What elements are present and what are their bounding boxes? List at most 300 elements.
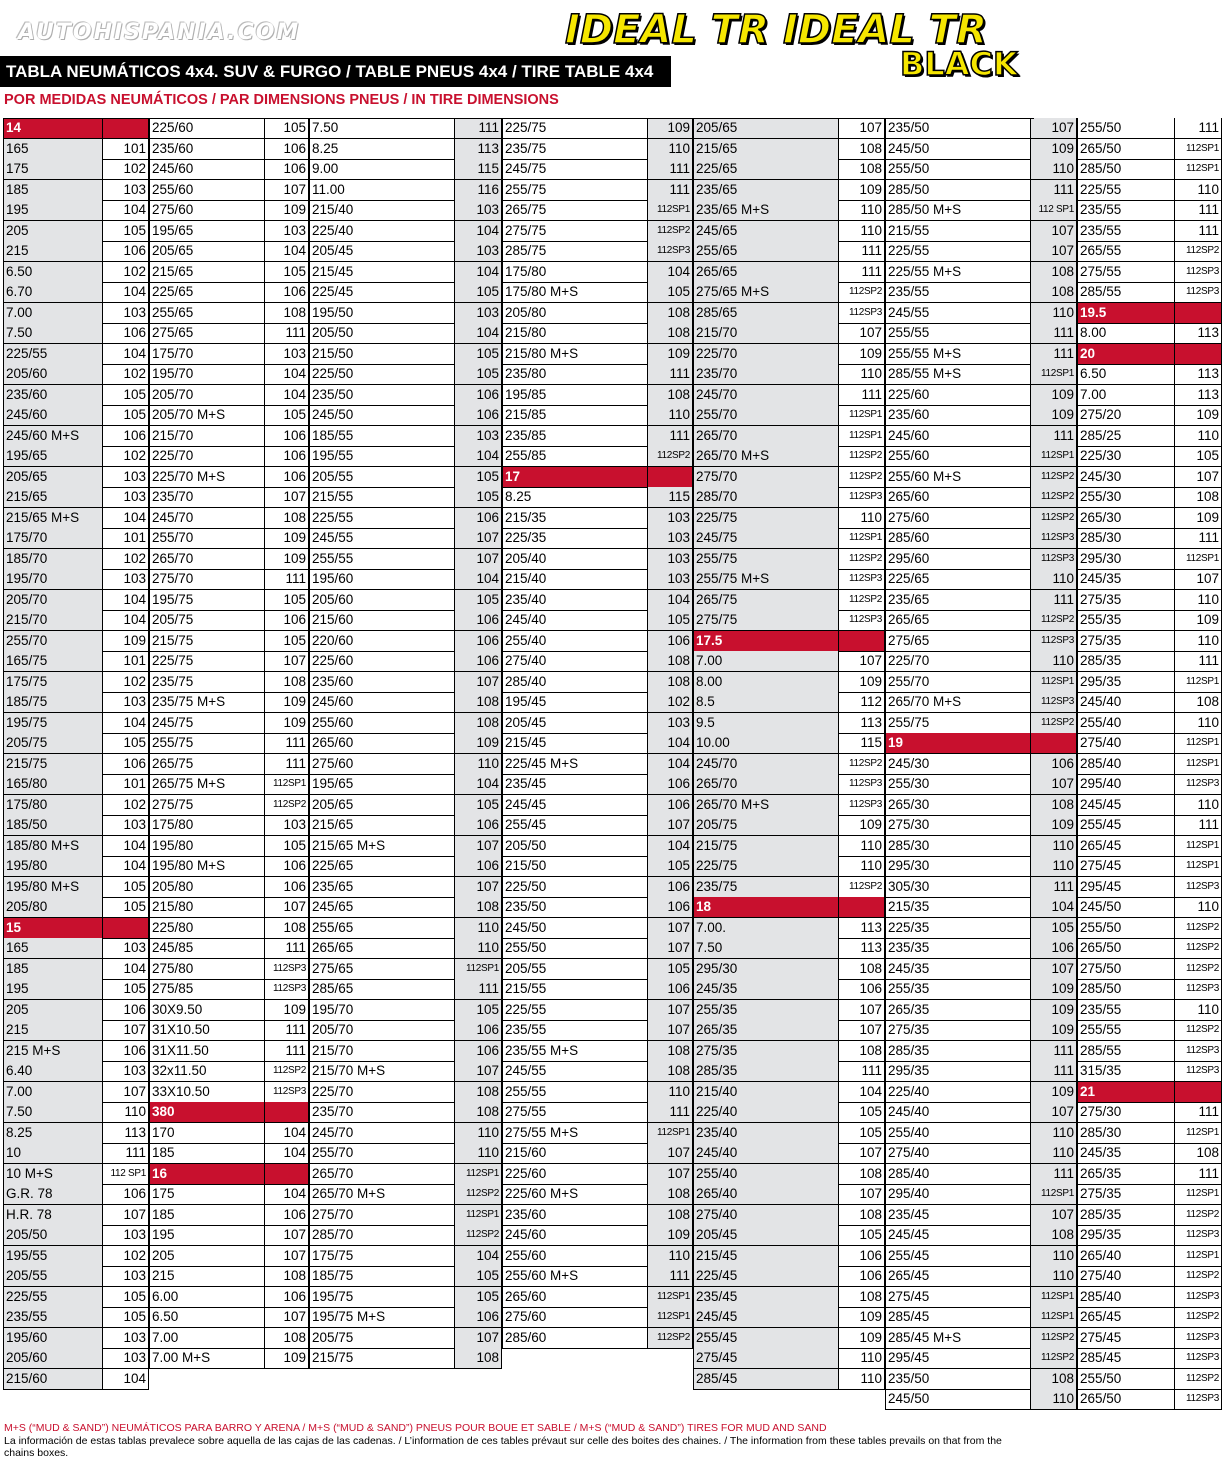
tire-size-cell: 215/65: [152, 263, 194, 279]
load-index-cell: 108: [283, 919, 306, 935]
tire-size-cell: 285/50: [888, 181, 930, 197]
rim-section-header: 380: [149, 1102, 309, 1123]
load-index-cell: 112SP1: [1185, 1188, 1219, 1199]
tire-size-cell: 205/45: [693, 1225, 838, 1246]
load-index-cell: 112SP2: [1030, 508, 1077, 529]
tire-size-cell: 7.00: [3, 303, 102, 324]
tire-size-cell: 225/35: [505, 530, 547, 545]
tire-size-cell: 195/75 M+S: [312, 1309, 386, 1324]
load-index-cell: 106: [1030, 754, 1077, 775]
black-logo-text: BLACK: [900, 45, 1018, 83]
tire-size-cell: 265/60: [312, 735, 354, 750]
load-index-cell: 107: [859, 1145, 882, 1160]
load-index-cell: 106: [454, 1041, 502, 1062]
tire-size-cell: 255/65: [693, 241, 838, 262]
load-index-cell: 107: [454, 1061, 502, 1082]
tire-size-cell: 195/85: [505, 386, 547, 402]
tire-size-cell: 175: [152, 1186, 175, 1201]
tire-size-cell: 175/80 M+S: [505, 284, 579, 299]
load-index-cell: 112SP1: [647, 200, 693, 221]
tire-size-cell: 7.00 M+S: [152, 1350, 211, 1365]
load-index-cell: 103: [647, 528, 693, 549]
tire-size-cell: 225/70 M+S: [152, 468, 226, 484]
load-index-cell: 110: [1197, 796, 1219, 812]
tire-size-cell: 235/60: [505, 1206, 547, 1222]
load-index-cell: 108: [1030, 282, 1077, 303]
load-index-cell: 105: [859, 1227, 882, 1242]
tire-size-cell: 255/60: [152, 181, 194, 197]
tire-size-cell: 235/60: [888, 407, 930, 422]
tire-size-cell: 7.00: [152, 1329, 179, 1345]
tire-size-cell: 255/70: [888, 673, 930, 689]
tire-size-cell: 205/75: [3, 733, 102, 754]
tire-size-cell: 195/75: [152, 591, 194, 607]
load-index-cell: 106: [454, 856, 502, 877]
load-index-cell: 111: [1030, 426, 1077, 447]
load-index-cell: 107: [647, 918, 693, 939]
tire-size-cell: 255/55 M+S: [888, 345, 962, 361]
load-index-cell: 112SP3: [1030, 692, 1077, 713]
load-index-cell: 112SP2: [1030, 487, 1077, 508]
tire-size-cell: 205/60: [3, 1348, 102, 1369]
load-index-cell: 102: [123, 673, 146, 689]
load-index-cell: 105: [454, 282, 502, 303]
tire-size-cell: 265/75 M+S: [152, 776, 226, 791]
tire-size-cell: 265/30: [1080, 509, 1122, 525]
load-index-cell: 110: [1197, 899, 1219, 914]
tire-size-cell: 275/45: [1080, 858, 1122, 873]
load-index-cell: 111: [1030, 344, 1077, 365]
tire-size-cell: 245/45: [888, 1227, 930, 1242]
tire-size-cell: 245/40: [505, 612, 547, 627]
load-index-cell: 103: [454, 303, 502, 324]
tire-size-cell: 245/60: [312, 694, 354, 709]
tire-size-cell: 285/35: [693, 1061, 838, 1082]
tire-size-cell: 9.5: [693, 713, 838, 734]
load-index-cell: 112SP3: [848, 778, 882, 789]
load-index-cell: 105: [283, 837, 306, 853]
tire-size-cell: 275/40: [1080, 1268, 1122, 1283]
tire-size-cell: 8.00: [1080, 325, 1107, 340]
tire-size-cell: 275/40: [1080, 735, 1122, 750]
load-index-cell: 105: [283, 407, 306, 422]
tire-size-cell: 265/70: [693, 774, 838, 795]
tire-size-cell: 245/75: [693, 528, 838, 549]
tire-size-cell: 245/55: [312, 530, 354, 545]
tire-size-cell: 7.00: [693, 651, 838, 672]
load-index-cell: 115: [647, 487, 693, 508]
load-index-cell: 106: [454, 385, 502, 406]
load-index-cell: 111: [647, 1266, 693, 1287]
load-index-cell: 111: [647, 364, 693, 385]
load-index-cell: 105: [1030, 918, 1077, 939]
load-index-cell: 109: [1030, 405, 1077, 426]
load-index-cell: 101: [123, 653, 146, 668]
tire-size-cell: 185/55: [312, 427, 354, 443]
tire-size-cell: 9.00: [312, 161, 339, 176]
tire-size-cell: 275/45: [1080, 1329, 1122, 1345]
tire-size-cell: 225/45 M+S: [505, 755, 579, 771]
tire-size-cell: 235/50: [505, 899, 547, 914]
load-index-cell: 112SP3: [1030, 528, 1077, 549]
tire-size-cell: 225/75: [693, 856, 838, 877]
load-index-cell: 108: [647, 651, 693, 672]
rim-section-header: 20: [1077, 344, 1222, 365]
load-index-cell: 109: [123, 632, 146, 648]
tire-size-cell: 8.00: [693, 672, 838, 693]
tire-size-cell: 33X10.50: [152, 1083, 210, 1099]
load-index-cell: 104: [123, 837, 146, 853]
tire-size-cell: 255/75: [693, 549, 838, 570]
load-index-cell: 105: [123, 407, 146, 422]
tire-size-cell: 235/65: [693, 180, 838, 201]
load-index-cell: 107: [647, 1020, 693, 1041]
load-index-cell: 109: [647, 118, 693, 139]
load-index-cell: 104: [454, 262, 502, 283]
tire-size-cell: 265/60: [505, 1288, 547, 1304]
load-index-cell: 110: [1197, 181, 1219, 197]
tire-size-cell: 195/65: [312, 776, 354, 791]
load-index-cell: 103: [123, 1063, 146, 1078]
load-index-cell: 106: [283, 140, 306, 156]
load-index-cell: 112SP2: [1185, 245, 1219, 256]
load-index-cell: 112SP1: [454, 959, 502, 980]
load-index-cell: 103: [123, 1268, 146, 1283]
load-index-cell: 103: [647, 508, 693, 529]
load-index-cell: 111: [861, 386, 882, 402]
load-index-cell: 109: [1196, 407, 1219, 422]
load-index-cell: 110: [860, 837, 882, 853]
load-index-cell: 109: [859, 1309, 882, 1324]
tire-size-cell: 225/40: [693, 1102, 838, 1123]
tire-size-cell: 205/65: [3, 467, 102, 488]
load-index-cell: 107: [859, 1022, 882, 1037]
load-index-cell: 106: [647, 897, 693, 918]
load-index-cell: 108: [454, 1348, 502, 1369]
load-index-cell: 112SP1: [1030, 364, 1077, 385]
tire-size-cell: 255/45: [505, 817, 547, 832]
tire-size-cell: 265/65: [888, 612, 930, 627]
load-index-cell: 108: [1030, 1369, 1077, 1390]
load-index-cell: 109: [454, 733, 502, 754]
load-index-cell: 105: [647, 282, 693, 303]
load-index-cell: 105: [123, 981, 146, 996]
load-index-cell: 112SP1: [647, 1307, 693, 1328]
tire-size-cell: 275/45: [888, 1288, 930, 1304]
tire-size-cell: 255/85: [505, 448, 547, 463]
tire-size-cell: 215/35: [505, 509, 547, 525]
load-index-cell: 111: [861, 1063, 882, 1078]
load-index-cell: 106: [283, 427, 306, 443]
load-index-cell: 109: [283, 1001, 306, 1017]
tire-size-cell: 225/65: [888, 571, 930, 586]
load-index-cell: 107: [859, 1001, 882, 1017]
load-index-cell: 112SP1: [1030, 446, 1077, 467]
tire-size-cell: 195/50: [312, 304, 354, 320]
tire-size-cell: 285/35: [1080, 653, 1122, 668]
load-index-cell: 105: [123, 878, 146, 894]
tire-size-cell: 255/75: [888, 714, 930, 730]
load-index-cell: 104: [123, 612, 146, 627]
load-index-cell: 109: [1196, 612, 1219, 627]
load-index-cell: 111: [285, 325, 306, 340]
load-index-cell: 107: [123, 1022, 146, 1037]
load-index-cell: 108: [859, 960, 882, 976]
load-index-cell: 105: [454, 467, 502, 488]
tire-size-cell: 275/70: [693, 467, 838, 488]
load-index-cell: 103: [123, 940, 146, 955]
tire-size-cell: 8.25: [505, 489, 532, 504]
tire-size-cell: 215/55: [505, 981, 547, 996]
load-index-cell: 107: [1030, 1205, 1077, 1226]
tire-size-cell: 11.00: [312, 181, 345, 197]
tire-size-cell: 195/55: [3, 1246, 102, 1267]
load-index-cell: 112SP2: [848, 593, 882, 605]
tire-size-cell: 275/60: [505, 1309, 547, 1324]
load-index-cell: 105: [454, 590, 502, 611]
load-index-cell: 108: [859, 1288, 882, 1304]
tire-size-cell: 225/55: [888, 243, 930, 258]
load-index-cell: 105: [859, 1104, 882, 1119]
load-index-cell: 105: [454, 487, 502, 508]
tire-size-cell: 255/70: [693, 405, 838, 426]
load-index-cell: 110: [454, 754, 502, 775]
load-index-cell: 106: [283, 878, 306, 894]
load-index-cell: 108: [283, 1268, 306, 1283]
load-index-cell: 103: [283, 817, 306, 832]
load-index-cell: 112SP1: [1030, 672, 1077, 693]
tire-size-cell: 235/60: [3, 385, 102, 406]
load-index-cell: 112SP2: [848, 880, 882, 892]
tire-size-cell: 195/80: [152, 837, 194, 853]
tire-size-cell: 245/45: [1080, 796, 1122, 812]
footnote-info: La información de estas tablas prevalece sobre aquella de las cajas de las cadenas. / L’information de ces tables prévaut sur celle des boites des chaines. / The information from these tables prevails on that from the chains boxes.: [4, 1435, 1002, 1459]
tire-size-cell: 295/45: [888, 1350, 930, 1365]
tire-size-cell: 265/70: [693, 426, 838, 447]
load-index-cell: 112SP1: [1185, 552, 1219, 564]
load-index-cell: 112SP1: [1030, 1287, 1077, 1308]
load-index-cell: 103: [454, 200, 502, 221]
tire-size-cell: 275/50: [1080, 960, 1122, 976]
load-index-cell: 108: [647, 303, 693, 324]
load-index-cell: 111: [1030, 877, 1077, 898]
load-index-cell: 109: [859, 345, 882, 361]
load-index-cell: 111: [1198, 222, 1219, 238]
tire-size-cell: 295/60: [888, 550, 930, 566]
load-index-cell: 105: [123, 899, 146, 914]
load-index-cell: 107: [283, 1227, 306, 1242]
tire-size-cell: 275/30: [1080, 1104, 1122, 1119]
tire-size-cell: 185: [152, 1206, 175, 1222]
load-index-cell: 105: [123, 735, 146, 750]
tire-size-cell: 275/60: [888, 509, 930, 525]
tire-size-cell: 255/35: [693, 1000, 838, 1021]
load-index-cell: 111: [1198, 120, 1219, 135]
load-index-cell: 110: [454, 1123, 502, 1144]
tire-size-cell: 285/55 M+S: [888, 366, 962, 381]
load-index-cell: 111: [1198, 817, 1219, 832]
tire-size-cell: 265/35: [1080, 1165, 1122, 1181]
load-index-cell: 112 SP1: [110, 1167, 146, 1179]
tire-size-cell: 215/40: [505, 571, 547, 586]
tire-size-cell: 225/75: [152, 653, 194, 668]
load-index-cell: 108: [1030, 1225, 1077, 1246]
load-index-cell: 106: [647, 631, 693, 652]
load-index-cell: 102: [123, 263, 146, 279]
load-index-cell: 112: [860, 694, 882, 709]
load-index-cell: 111: [1030, 1061, 1077, 1082]
load-index-cell: 112SP2: [1185, 1024, 1219, 1035]
tire-size-cell: 235/45: [505, 776, 547, 791]
load-index-cell: 112SP1: [454, 1205, 502, 1226]
load-index-cell: 111: [285, 1042, 306, 1058]
tire-size-cell: 275/40: [693, 1205, 838, 1226]
load-index-cell: 103: [454, 241, 502, 262]
tire-size-cell: 30X9.50: [152, 1001, 203, 1017]
load-index-cell: 107: [1030, 959, 1077, 980]
tire-size-cell: 7.50: [3, 323, 102, 344]
load-index-cell: 116: [454, 180, 502, 201]
load-index-cell: 103: [123, 1227, 146, 1242]
load-index-cell: 108: [283, 509, 306, 525]
load-index-cell: 110: [647, 1082, 693, 1103]
tire-size-cell: 225/40: [312, 222, 354, 238]
tire-size-cell: 255/60 M+S: [505, 1268, 579, 1283]
tire-size-cell: 235/45: [693, 1287, 838, 1308]
tire-size-cell: 245/65: [312, 899, 354, 914]
load-index-cell: 110: [860, 222, 882, 238]
tire-size-cell: 235/55: [3, 1307, 102, 1328]
tire-size-cell: 195/70: [152, 366, 194, 381]
tire-size-cell: 265/30: [888, 796, 930, 812]
page-title: TABLA NEUMÁTICOS 4x4. SUV & FURGO / TABLE PNEUS 4x4 / TIRE TABLE 4x4: [0, 56, 671, 87]
load-index-cell: 109: [1030, 139, 1077, 160]
load-index-cell: 111: [1198, 1104, 1219, 1119]
load-index-cell: 110: [1030, 303, 1077, 324]
load-index-cell: 106: [283, 1206, 306, 1222]
tire-size-cell: 235/55: [888, 284, 930, 299]
tire-size-cell: 285/45: [693, 1369, 838, 1390]
load-index-cell: 104: [283, 1186, 306, 1201]
load-index-cell: 106: [647, 774, 693, 795]
load-index-cell: 105: [123, 1309, 146, 1324]
load-index-cell: 109: [1030, 815, 1077, 836]
load-index-cell: 108: [647, 385, 693, 406]
tire-size-cell: 215/65: [312, 817, 354, 832]
load-index-cell: 108: [1196, 489, 1219, 504]
load-index-cell: 112SP3: [1185, 1290, 1219, 1302]
load-index-cell: 107: [454, 672, 502, 693]
tire-size-cell: 275/35: [1080, 632, 1122, 648]
tire-size-cell: 6.50: [3, 262, 102, 283]
tire-size-cell: 255/65: [152, 304, 194, 320]
load-index-cell: 109: [859, 673, 882, 689]
tire-size-cell: 255/40: [888, 1124, 930, 1140]
tire-size-cell: 265/50: [1080, 1391, 1122, 1406]
load-index-cell: 112SP3: [848, 798, 882, 810]
load-index-cell: 107: [454, 1328, 502, 1349]
load-index-cell: 104: [647, 754, 693, 775]
tire-size-cell: 255/55: [888, 325, 930, 340]
tire-size-cell: 245/60: [505, 1227, 547, 1242]
tire-size-cell: 245/35: [888, 960, 930, 976]
load-index-cell: 110: [1197, 714, 1219, 730]
load-index-cell: 107: [647, 1164, 693, 1185]
tire-size-cell: 8.25: [3, 1123, 102, 1144]
load-index-cell: 111: [285, 735, 306, 750]
tire-size-cell: 255/50: [505, 940, 547, 955]
load-index-cell: 110: [1030, 836, 1077, 857]
load-index-cell: 109: [647, 344, 693, 365]
load-index-cell: 112SP1: [1185, 757, 1219, 769]
tire-size-cell: 205: [152, 1247, 175, 1263]
load-index-cell: 112SP2: [1185, 1311, 1219, 1322]
tire-size-cell: 275/40: [505, 653, 547, 668]
load-index-cell: 110: [860, 1370, 882, 1386]
tire-size-cell: 215/65 M+S: [3, 508, 102, 529]
load-index-cell: 110: [1030, 651, 1077, 672]
load-index-cell: 107: [859, 653, 882, 668]
load-index-cell: 105: [283, 591, 306, 607]
tire-size-cell: 165: [3, 139, 102, 160]
load-index-cell: 104: [123, 345, 146, 361]
tire-size-cell: 215: [3, 1020, 102, 1041]
load-index-cell: 110: [860, 509, 882, 525]
tire-size-cell: 285/60: [888, 530, 930, 545]
tire-size-cell: 215/40: [312, 202, 354, 217]
load-index-cell: 110: [454, 918, 502, 939]
load-index-cell: 105: [283, 263, 306, 279]
tire-size-cell: 235/70: [152, 489, 194, 504]
load-index-cell: 113: [454, 139, 502, 160]
tire-size-cell: 225/75: [505, 120, 547, 135]
tire-size-cell: 275/45: [693, 1348, 838, 1369]
tire-size-cell: 175: [3, 159, 102, 180]
load-index-cell: 112SP1: [1185, 860, 1219, 871]
tire-size-cell: 7.00.: [693, 918, 838, 939]
tire-size-cell: 235/55: [1080, 202, 1122, 217]
load-index-cell: 112SP2: [848, 552, 882, 564]
tire-size-cell: 205/60: [3, 364, 102, 385]
load-index-cell: 104: [123, 509, 146, 525]
tire-size-cell: 225/40: [888, 1083, 930, 1099]
load-index-cell: 104: [123, 960, 146, 976]
load-index-cell: 107: [1030, 241, 1077, 262]
tire-size-cell: 255/35: [888, 981, 930, 996]
tire-size-cell: 195/80 M+S: [3, 877, 102, 898]
tire-size-cell: 255/75: [505, 181, 547, 197]
tire-size-cell: 255/35: [1080, 612, 1122, 627]
tire-size-cell: 245/60: [3, 405, 102, 426]
tire-size-cell: 235/55: [1080, 222, 1122, 238]
tire-size-cell: 225/30: [1080, 448, 1122, 463]
load-index-cell: 112SP3: [1185, 1352, 1219, 1363]
load-index-cell: 112SP3: [1185, 1065, 1219, 1076]
tire-size-cell: 275/40: [888, 1145, 930, 1160]
load-index-cell: 105: [283, 632, 306, 648]
tire-size-cell: 265/70 M+S: [888, 694, 962, 709]
tire-size-cell: 195/70: [312, 1001, 354, 1017]
load-index-cell: 112SP2: [1185, 962, 1219, 974]
load-index-cell: 109: [1030, 385, 1077, 406]
load-index-cell: 104: [647, 733, 693, 754]
tire-size-cell: 245/65: [693, 221, 838, 242]
tire-size-cell: 225/50: [312, 366, 354, 381]
load-index-cell: 110: [1030, 1123, 1077, 1144]
tire-size-cell: 225/70: [152, 448, 194, 463]
tire-size-cell: 255/55: [1080, 1022, 1122, 1037]
load-index-cell: 112SP1: [1185, 839, 1219, 851]
